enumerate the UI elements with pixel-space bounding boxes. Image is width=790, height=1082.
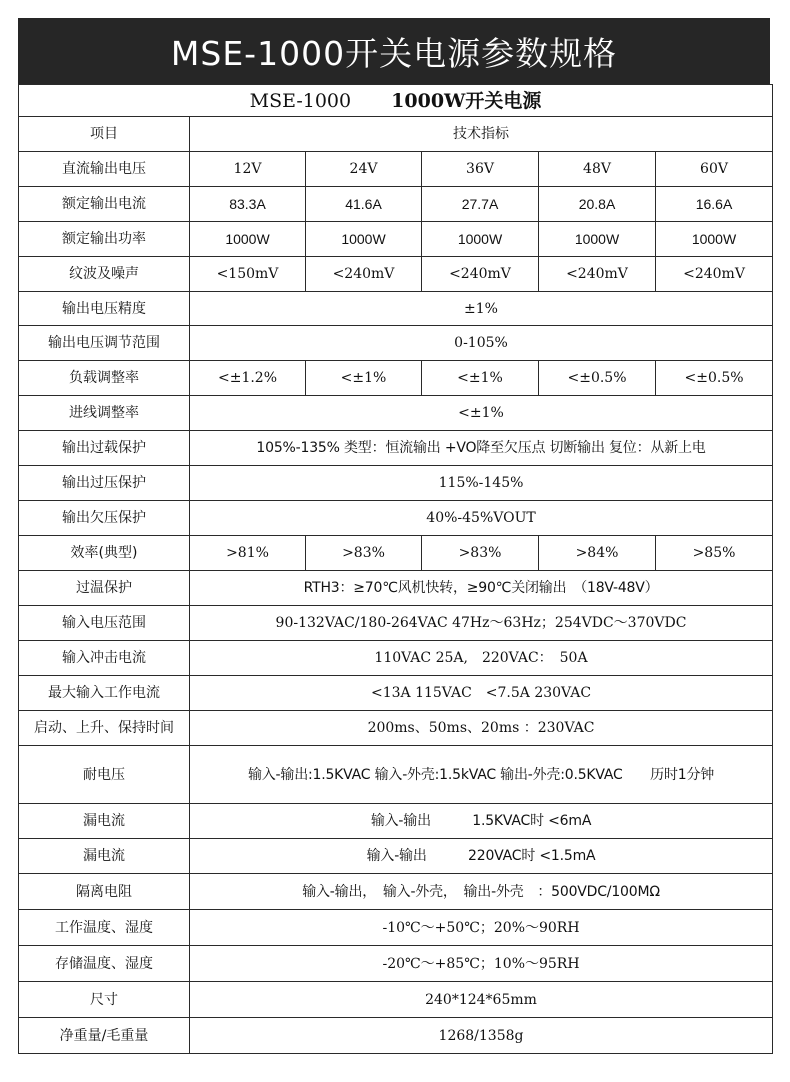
table-row-store-temp bbox=[19, 946, 773, 982]
value-cell: 0-105% bbox=[190, 326, 773, 361]
subtitle-cell bbox=[19, 85, 773, 117]
value-cell: 输入-输出 1.5KVAC时 <6mA bbox=[190, 804, 773, 839]
value-cell: 105%-135% 类型：恒流输出 +VO降至欠压点 切断输出 复位：从新上电 bbox=[190, 431, 773, 466]
table-row-overtemp bbox=[19, 571, 773, 606]
row-label: 输入电压范围 bbox=[19, 606, 190, 641]
table-row-load-reg bbox=[19, 361, 773, 396]
value-cell: >81% bbox=[190, 536, 306, 571]
table-row-leak-2 bbox=[19, 839, 773, 874]
table-row-max-input bbox=[19, 676, 773, 711]
value-cell: 27.7A bbox=[422, 187, 539, 222]
header-spec: 技术指标 bbox=[190, 117, 773, 152]
table-row-ripple bbox=[19, 257, 773, 292]
table-row-undervolt bbox=[19, 501, 773, 536]
table-row-overvolt bbox=[19, 466, 773, 501]
header-row bbox=[19, 117, 773, 152]
row-label: 输出电压精度 bbox=[19, 292, 190, 326]
value-cell: -10℃～+50℃；20%～90RH bbox=[190, 910, 773, 946]
value-cell: 60V bbox=[656, 152, 773, 187]
row-label: 启动、上升、保持时间 bbox=[19, 711, 190, 746]
table-row-work-temp bbox=[19, 910, 773, 946]
value-cell: 24V bbox=[306, 152, 422, 187]
value-cell: -20℃～+85℃；10%～95RH bbox=[190, 946, 773, 982]
value-cell: 110VAC 25A, 220VAC： 50A bbox=[190, 641, 773, 676]
row-label: 纹波及噪声 bbox=[19, 257, 190, 292]
value-cell: 115%-145% bbox=[190, 466, 773, 501]
value-cell: 1000W bbox=[190, 222, 306, 257]
value-cell: 12V bbox=[190, 152, 306, 187]
value-cell: 83.3A bbox=[190, 187, 306, 222]
row-label: 输入冲击电流 bbox=[19, 641, 190, 676]
subtitle-row bbox=[19, 85, 773, 117]
table-row-startup bbox=[19, 711, 773, 746]
value-cell: >83% bbox=[306, 536, 422, 571]
model-name: MSE-1000 bbox=[249, 89, 352, 112]
row-label: 最大输入工作电流 bbox=[19, 676, 190, 711]
value-cell: 20.8A bbox=[539, 187, 656, 222]
value-cell: <240mV bbox=[539, 257, 656, 292]
value-cell: <240mV bbox=[306, 257, 422, 292]
row-label: 输出过载保护 bbox=[19, 431, 190, 466]
value-cell: <240mV bbox=[422, 257, 539, 292]
value-cell: 240*124*65mm bbox=[190, 982, 773, 1018]
value-cell: 输入-输出， 输入-外壳， 输出-外壳 ：500VDC/100MΩ bbox=[190, 874, 773, 910]
table-row-current bbox=[19, 187, 773, 222]
row-label: 净重量/毛重量 bbox=[19, 1018, 190, 1054]
row-label: 漏电流 bbox=[19, 804, 190, 839]
table-row-weight bbox=[19, 1018, 773, 1054]
value-cell: 16.6A bbox=[656, 187, 773, 222]
value-cell: 36V bbox=[422, 152, 539, 187]
value-cell: 1000W bbox=[656, 222, 773, 257]
row-label: 过温保护 bbox=[19, 571, 190, 606]
row-label: 隔离电阻 bbox=[19, 874, 190, 910]
row-label: 尺寸 bbox=[19, 982, 190, 1018]
value-cell: <±1% bbox=[190, 396, 773, 431]
value-cell: 输入-输出:1.5KVAC 输入-外壳:1.5kVAC 输出-外壳:0.5KVAC 历时1分钟 bbox=[190, 746, 773, 804]
header-item: 项目 bbox=[19, 117, 190, 152]
value-cell: <13A 115VAC <7.5A 230VAC bbox=[190, 676, 773, 711]
row-label: 耐电压 bbox=[19, 746, 190, 804]
page-title: MSE-1000开关电源参数规格 bbox=[18, 18, 770, 84]
value-cell: 1000W bbox=[422, 222, 539, 257]
value-cell: RTH3：≥70℃风机快转，≥90℃关闭输出 （18V-48V） bbox=[190, 571, 773, 606]
row-label: 工作温度、湿度 bbox=[19, 910, 190, 946]
table-row-withstand bbox=[19, 746, 773, 804]
value-cell: 41.6A bbox=[306, 187, 422, 222]
spec-table bbox=[18, 84, 773, 1054]
table-row-isolation bbox=[19, 874, 773, 910]
value-cell: 1268/1358g bbox=[190, 1018, 773, 1054]
table-row-accuracy bbox=[19, 292, 773, 326]
table-row-inrush bbox=[19, 641, 773, 676]
row-label: 输出欠压保护 bbox=[19, 501, 190, 536]
value-cell: <±1.2% bbox=[190, 361, 306, 396]
row-label: 额定输出电流 bbox=[19, 187, 190, 222]
table-row-input-range bbox=[19, 606, 773, 641]
row-label: 输出过压保护 bbox=[19, 466, 190, 501]
value-cell: 200ms、50ms、20ms ：230VAC bbox=[190, 711, 773, 746]
value-cell: 输入-输出 220VAC时 <1.5mA bbox=[190, 839, 773, 874]
value-cell: <±0.5% bbox=[656, 361, 773, 396]
row-label: 额定输出功率 bbox=[19, 222, 190, 257]
value-cell: 40%-45%VOUT bbox=[190, 501, 773, 536]
table-row-overload bbox=[19, 431, 773, 466]
value-cell: <±1% bbox=[306, 361, 422, 396]
table-row-power bbox=[19, 222, 773, 257]
value-cell: 90-132VAC/180-264VAC 47Hz～63Hz；254VDC～370VDC bbox=[190, 606, 773, 641]
table-row-leak-1 bbox=[19, 804, 773, 839]
table-row-efficiency bbox=[19, 536, 773, 571]
value-cell: >84% bbox=[539, 536, 656, 571]
row-label: 效率(典型) bbox=[19, 536, 190, 571]
value-cell: <±1% bbox=[422, 361, 539, 396]
table-row-line-reg bbox=[19, 396, 773, 431]
value-cell: <240mV bbox=[656, 257, 773, 292]
table-row-adjust bbox=[19, 326, 773, 361]
value-cell: 48V bbox=[539, 152, 656, 187]
table-row-size bbox=[19, 982, 773, 1018]
row-label: 输出电压调节范围 bbox=[19, 326, 190, 361]
row-label: 进线调整率 bbox=[19, 396, 190, 431]
row-label: 负载调整率 bbox=[19, 361, 190, 396]
value-cell: 1000W bbox=[306, 222, 422, 257]
power-title: 1000W开关电源 bbox=[391, 89, 542, 112]
value-cell: ±1% bbox=[190, 292, 773, 326]
value-cell: <150mV bbox=[190, 257, 306, 292]
value-cell: >83% bbox=[422, 536, 539, 571]
value-cell: >85% bbox=[656, 536, 773, 571]
value-cell: 1000W bbox=[539, 222, 656, 257]
value-cell: <±0.5% bbox=[539, 361, 656, 396]
row-label: 存储温度、湿度 bbox=[19, 946, 190, 982]
row-label: 直流输出电压 bbox=[19, 152, 190, 187]
row-label: 漏电流 bbox=[19, 839, 190, 874]
table-row-voltage bbox=[19, 152, 773, 187]
